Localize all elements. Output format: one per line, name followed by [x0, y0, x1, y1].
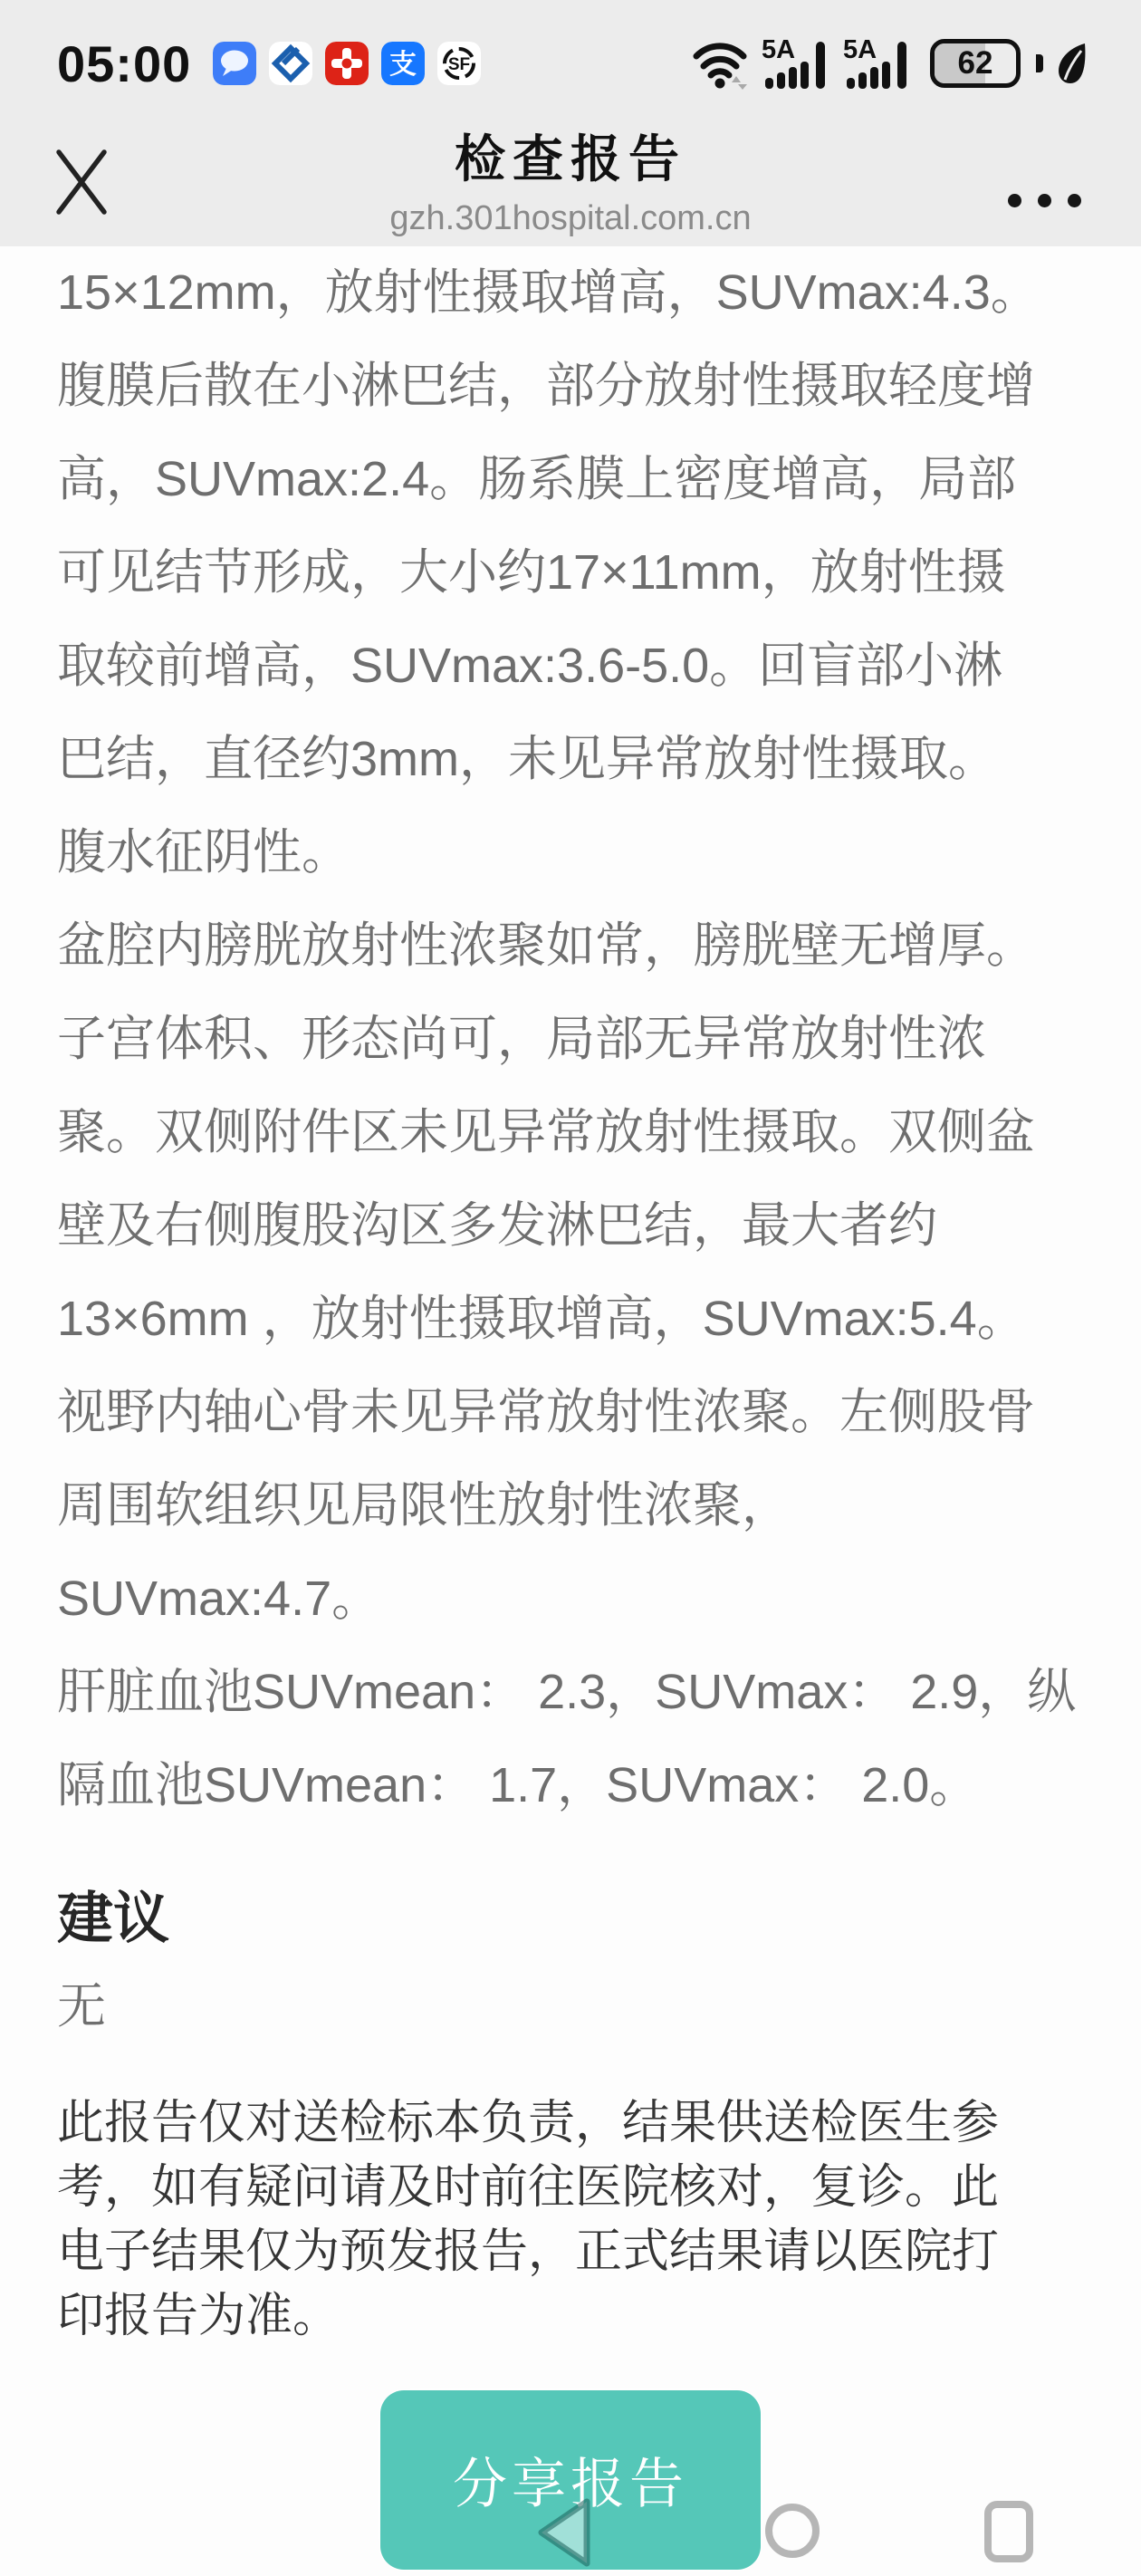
svg-text:5A: 5A — [843, 36, 877, 64]
report-text-line: 高，SUVmax:2.4。肠系膜上密度增高，局部 — [57, 452, 1017, 506]
alipay-icon — [381, 42, 425, 85]
report-content — [0, 246, 1141, 2570]
svg-text:支: 支 — [389, 50, 417, 80]
ccb-bank-icon — [269, 42, 312, 85]
report-text-line: 取较前增高，SUVmax:3.6-5.0。回盲部小淋 — [57, 639, 1003, 693]
suggestion-heading: 建议 — [57, 1888, 170, 1950]
clock: 05:00 — [57, 34, 192, 92]
disclaimer-line: 电子结果仅为预发报告，正式结果请以医院打 — [57, 2225, 1000, 2278]
nav-recents-button[interactable] — [983, 2500, 1034, 2566]
webview-header — [0, 118, 1141, 246]
sim2-signal-icon — [843, 36, 912, 91]
menu-dot-icon — [1038, 194, 1051, 207]
battery-percent: 62 — [957, 45, 993, 81]
report-text-line: 肝脏血池SUVmean： 2.3，SUVmax： 2.9，纵 — [57, 1665, 1077, 1719]
battery-cap — [1036, 54, 1043, 72]
nav-back-button[interactable] — [534, 2496, 594, 2571]
nav-home-button[interactable] — [763, 2502, 821, 2562]
report-text-line: 周围软组织见局限性放射性浓聚， — [57, 1478, 791, 1533]
menu-dot-icon — [1008, 194, 1021, 207]
report-text-line: 15×12mm，放射性摄取增高，SUVmax:4.3。 — [57, 265, 1040, 320]
report-text-line: 可见结节形成，大小约17×11mm，放射性摄 — [57, 545, 1006, 600]
recents-square-icon — [983, 2500, 1034, 2563]
home-circle-icon — [763, 2502, 821, 2560]
report-text-line: 壁及右侧腹股沟区多发淋巴结，最大者约 — [57, 1198, 937, 1253]
hospital-app-icon — [325, 42, 369, 85]
report-text-line: 13×6mm ，放射性摄取增高，SUVmax:5.4。 — [57, 1292, 1026, 1346]
battery-indicator — [930, 39, 1021, 88]
back-triangle-icon — [534, 2496, 594, 2569]
report-text-line: 盆腔内膀胱放射性浓聚如常，膀胱壁无增厚。 — [57, 918, 1035, 973]
report-text-line: 子宫体积、形态尚可，局部无异常放射性浓 — [57, 1012, 986, 1066]
more-menu-button[interactable] — [1008, 194, 1081, 207]
svg-text:SF: SF — [448, 55, 471, 74]
messages-icon — [213, 42, 256, 85]
report-text-line: 隔血池SUVmean： 1.7，SUVmax： 2.0。 — [57, 1758, 979, 1812]
sim1-signal-icon — [762, 36, 830, 91]
disclaimer-line: 考，如有疑问请及时前往医院核对，复诊。此 — [57, 2161, 1000, 2214]
report-text-line: 聚。双侧附件区未见异常放射性摄取。双侧盆 — [57, 1105, 1035, 1159]
status-bar — [0, 0, 1141, 118]
page-url: gzh.301hospital.com.cn — [389, 199, 752, 237]
power-saving-leaf-icon — [1056, 42, 1088, 85]
page-title: 检查报告 — [455, 130, 686, 187]
suggestion-value: 无 — [57, 1979, 106, 2033]
disclaimer-line: 此报告仅对送检标本负责，结果供送检医生参 — [57, 2097, 1000, 2149]
sf-express-icon — [437, 42, 481, 85]
report-text-line: 腹膜后散在小淋巴结，部分放射性摄取轻度增 — [57, 359, 1035, 413]
report-text-line: 巴结，直径约3mm，未见异常放射性摄取。 — [57, 732, 997, 786]
report-text-line: 腹水征阴性。 — [57, 825, 350, 879]
header-title-block — [0, 125, 1141, 239]
disclaimer-text — [57, 2091, 1084, 2349]
menu-dot-icon — [1068, 194, 1081, 207]
report-body-text — [57, 246, 1084, 1832]
wifi-icon — [691, 37, 749, 90]
disclaimer-line: 印报告为准。 — [57, 2290, 340, 2342]
report-text-line: 视野内轴心骨未见异常放射性浓聚。左侧股骨 — [57, 1385, 1035, 1439]
report-text-line: SUVmax:4.7。 — [57, 1572, 381, 1626]
svg-text:5A: 5A — [762, 36, 796, 64]
share-report-button[interactable]: 分享报告 — [380, 2390, 761, 2570]
